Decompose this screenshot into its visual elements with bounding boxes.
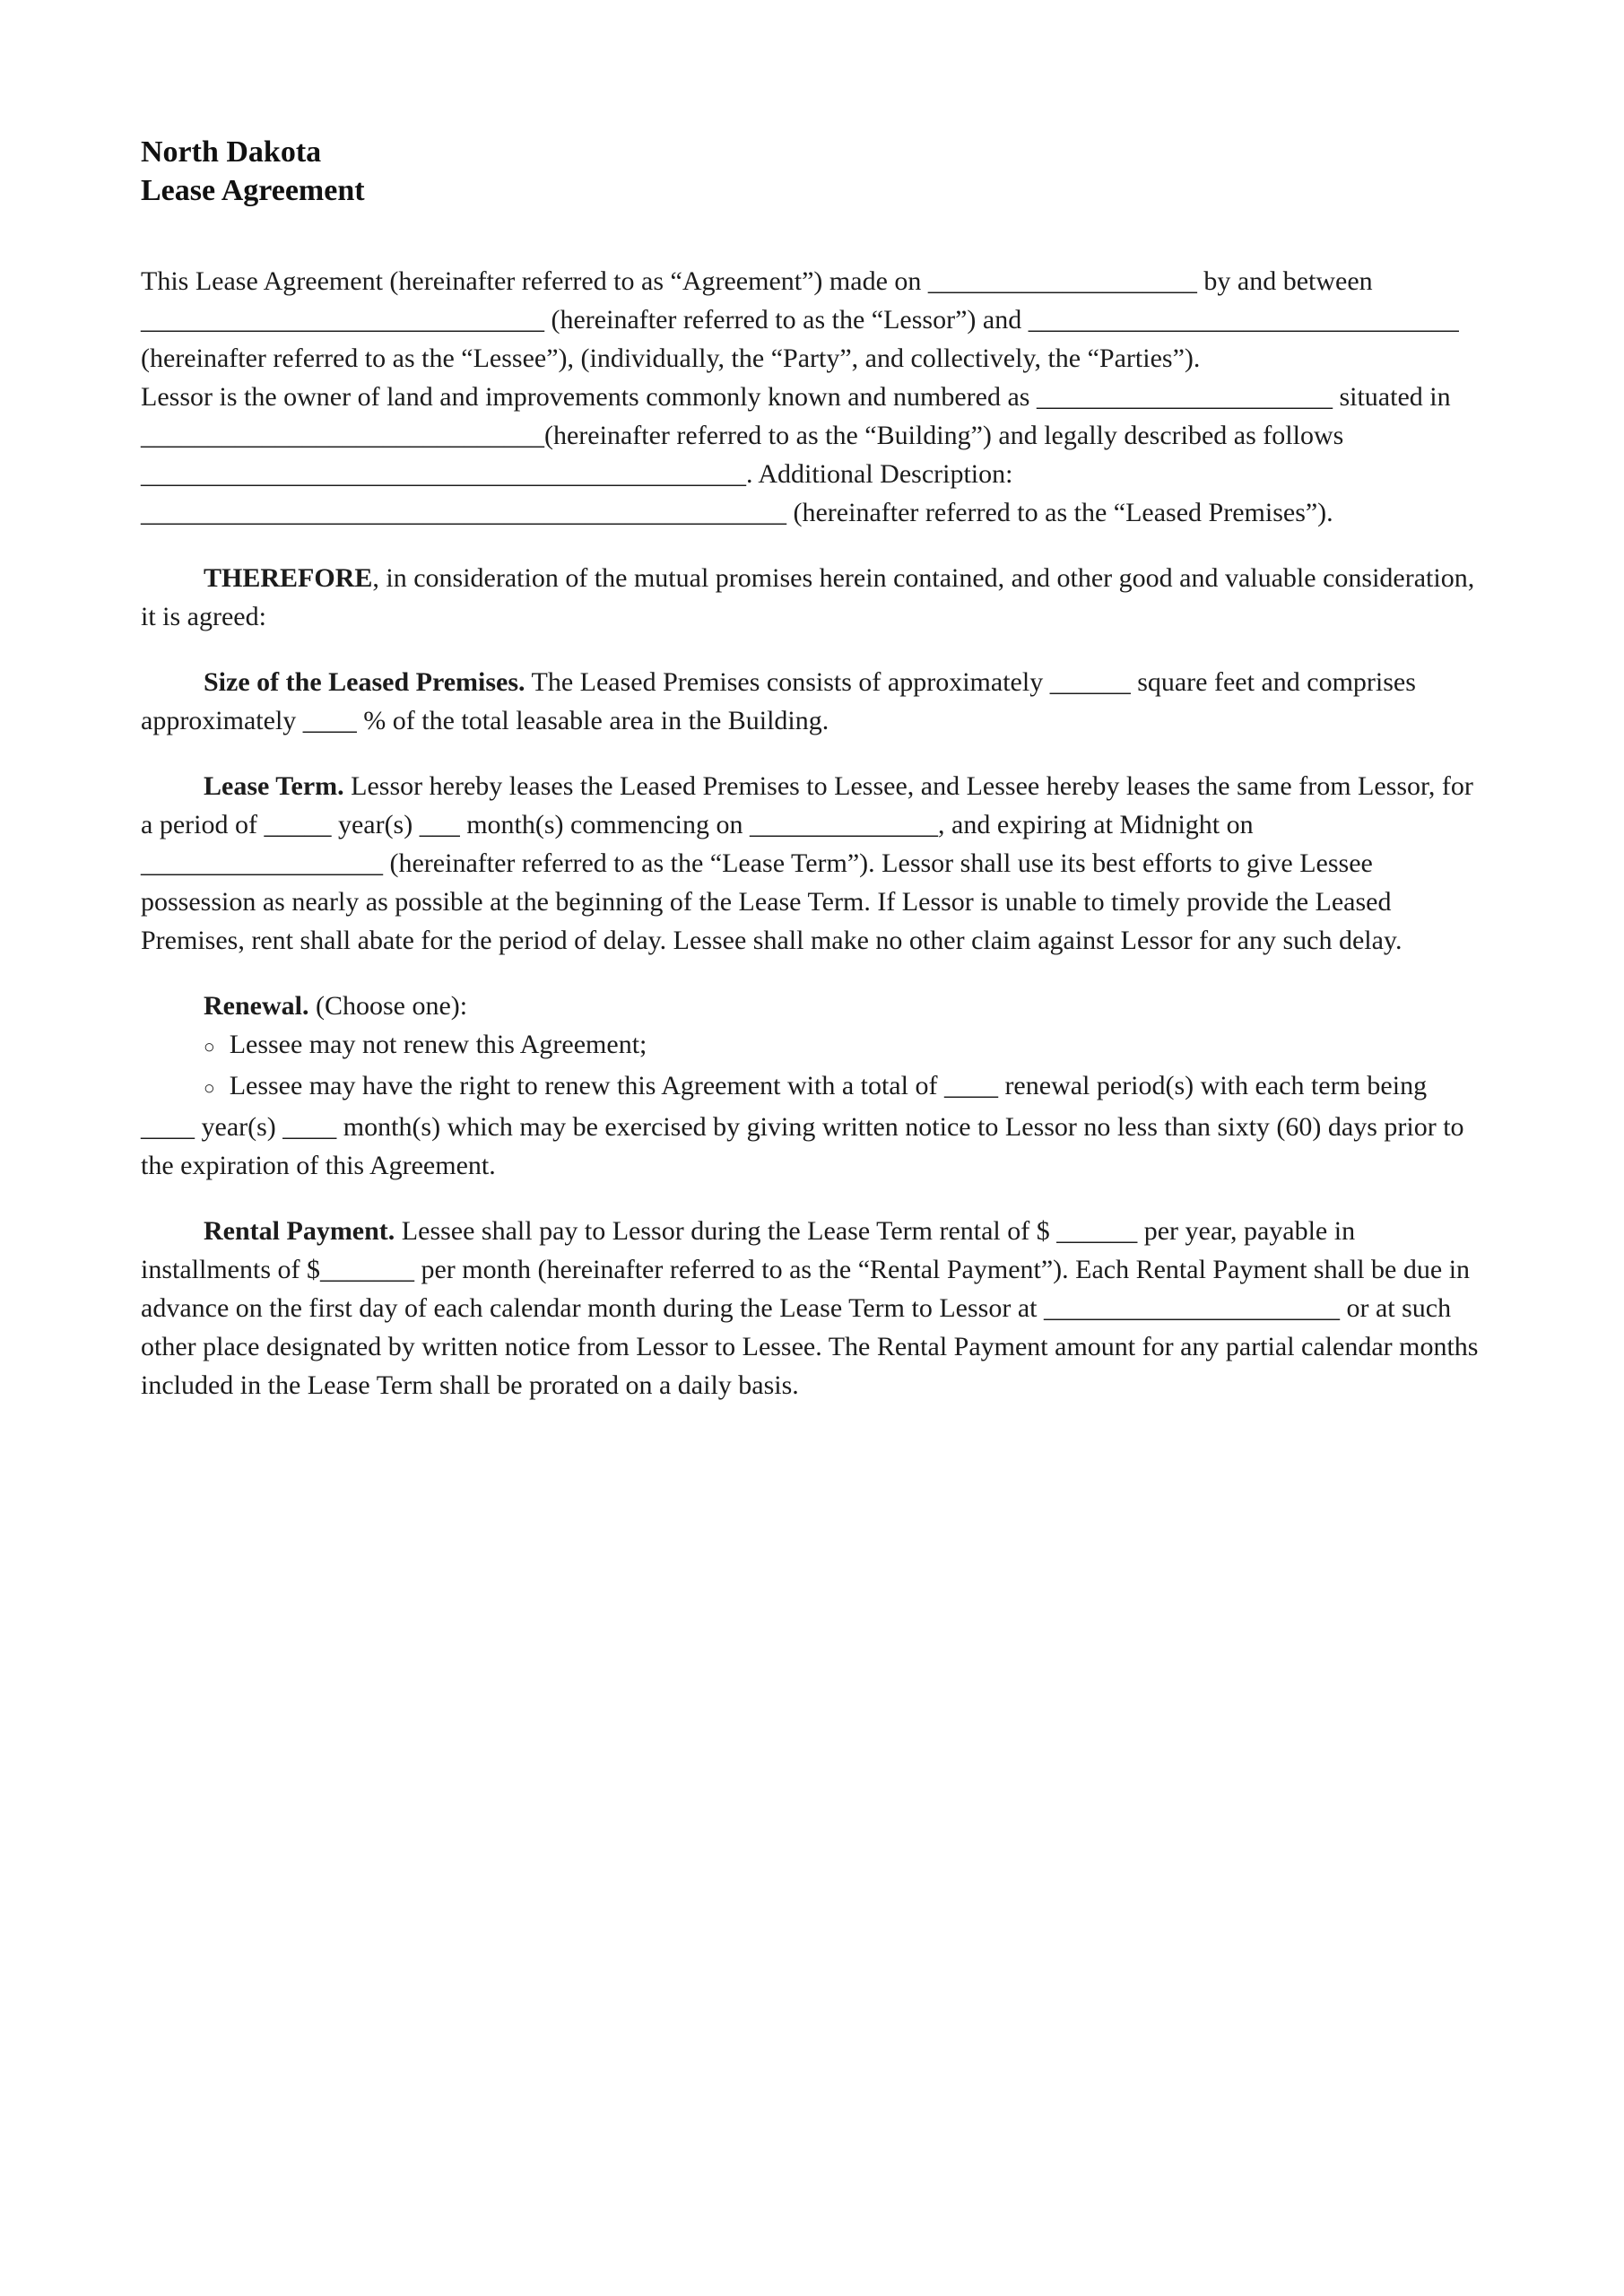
text-run: This Lease Agreement (hereinafter referred to as “Agreement”) made on ____________________ by and between ______________________________ (hereinafter referred to as the “Lessor”) and ________________________________ (hereinafter referred to as the “Lessee”), (individually, the “Party”, and collectively, the “Parties”). (141, 266, 1459, 373)
paragraph (141, 559, 1483, 636)
text-run: , in consideration of the mutual promises herein contained, and other good and valuable consideration, it is agreed: (141, 563, 1475, 631)
section-heading: Size of the Leased Premises. (204, 667, 525, 697)
title-line-state: North Dakota (141, 135, 322, 169)
choice-option (141, 1066, 1483, 1185)
text-run: Lessor is the owner of land and improvements commonly known and numbered as ______________________ situated in ______________________________(hereinafter referred to as the “Building”) and legally described as follows _____________________________________________. Additional Description: ________________________________________________ (hereinafter referred to as the “Leased Premises”). (141, 382, 1451, 527)
section-heading: Rental Payment. (204, 1216, 395, 1246)
text-run: Lessee may have the right to renew this Agreement with a total of ____ renewal period(s) with each term being ____ year(s) ____ month(s) which may be exercised by giving written notice to Lessor no less than sixty (60) days prior to the expiration of this Agreement. (141, 1071, 1464, 1180)
paragraph (141, 1212, 1483, 1405)
text-run: The Leased Premises consists of approximately ______ square feet and comprises approximately ____ % of the total leasable area in the Building. (141, 667, 1416, 735)
section-heading: Renewal. (204, 991, 309, 1021)
section-heading: THEREFORE (204, 563, 373, 593)
title-line-doc-type: Lease Agreement (141, 174, 365, 207)
choice-circle-icon: ○ (204, 1077, 215, 1099)
paragraph (141, 767, 1483, 960)
text-run: (Choose one): (308, 991, 468, 1021)
text-run: Lessee may not renew this Agreement; (229, 1030, 647, 1059)
text-run: Lessee shall pay to Lessor during the Lease Term rental of $ ______ per year, payable in installments of $_______ per month (hereinafter referred to as the “Rental Payment”). Each Rental Payment shall be due in advance on the first day of each calendar month during the Lease Term to Lessor at ______________________ or at such other place designated by written notice from Lessor to Lessee. The Rental Payment amount for any partial calendar months included in the Lease Term shall be prorated on a daily basis. (141, 1216, 1479, 1400)
choice-option (141, 1025, 1483, 1066)
section-heading: Lease Term. (204, 771, 344, 801)
paragraph (141, 262, 1483, 378)
paragraph (141, 663, 1483, 740)
text-run: Lessor hereby leases the Leased Premises to Lessee, and Lessee hereby leases the same from Lessor, for a period of _____ year(s) ___ month(s) commencing on ______________, and expiring at Midnight on __________________ (hereinafter referred to as the “Lease Term”). Lessor shall use its best efforts to give Lessee possession as nearly as possible at the beginning of the Lease Term. If Lessor is unable to timely provide the Leased Premises, rent shall abate for the period of delay. Lessee shall make no other claim against Lessor for any such delay. (141, 771, 1473, 955)
document-title (141, 133, 1483, 210)
document-body (141, 262, 1483, 1405)
paragraph (141, 378, 1483, 532)
choice-circle-icon: ○ (204, 1036, 215, 1057)
paragraph (141, 987, 1483, 1025)
